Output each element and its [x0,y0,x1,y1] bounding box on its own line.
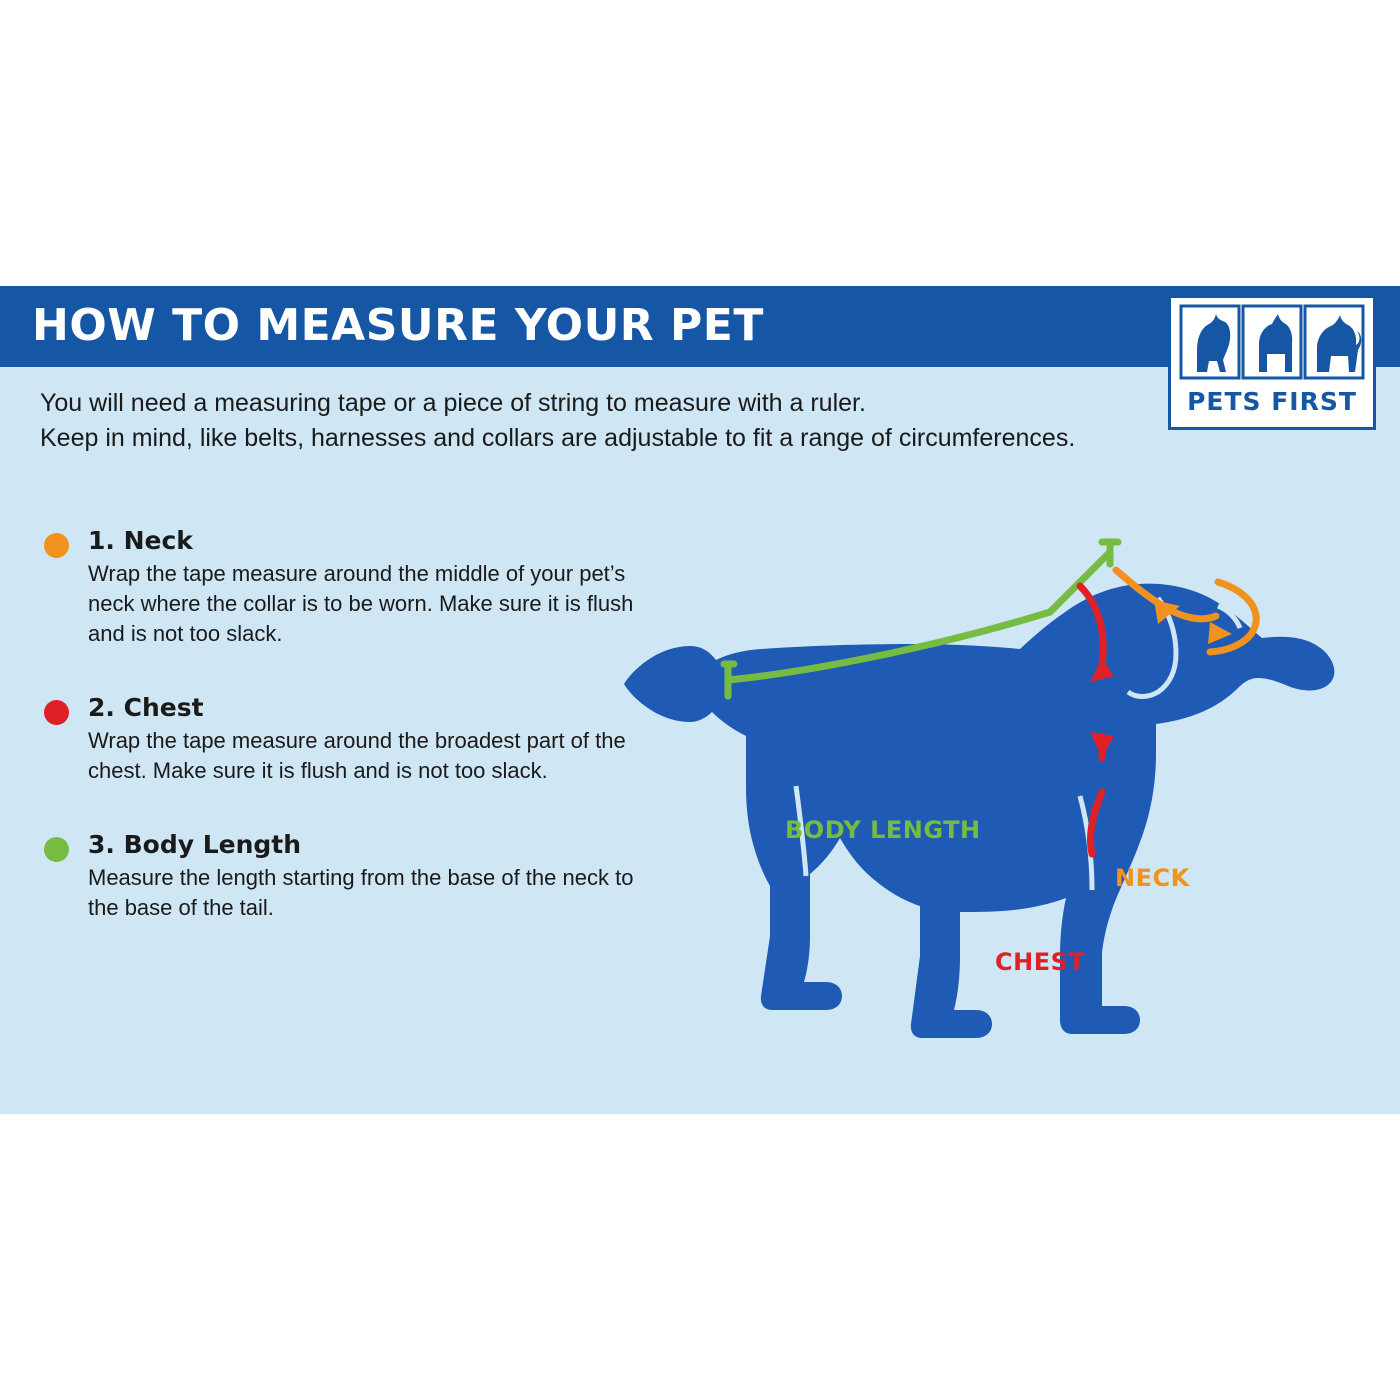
intro-text [40,386,1140,456]
step-body-length-body: Measure the length starting from the base of the neck to the base of the tail. [88,865,634,920]
label-chest: CHEST [995,948,1086,976]
step-chest [40,693,640,786]
step-chest-body: Wrap the tape measure around the broadest part of the chest. Make sure it is flush and is not too slack. [88,728,626,783]
step-chest-title: 2. Chest [88,693,204,722]
page-title: HOW TO MEASURE YOUR PET [32,300,764,351]
bullet-chest-icon [44,700,69,725]
step-body-length [40,830,640,923]
step-neck-body: Wrap the tape measure around the middle of your pet’s neck where the collar is to be worn. Make sure it is flush and is not too slack. [88,561,634,646]
steps-list [40,526,640,967]
label-neck: NECK [1115,864,1190,892]
svg-text:PETS FIRST: PETS FIRST [1187,387,1357,416]
pets-first-logo-graphic [1171,298,1373,427]
intro-line-2: Keep in mind, like belts, harnesses and collars are adjustable to fit a range of circumferences. [40,424,1076,452]
dog-measurement-diagram [610,486,1370,1086]
dog-silhouette-svg [610,486,1370,1086]
bullet-body-length-icon [44,837,69,862]
intro-line-1: You will need a measuring tape or a piece of string to measure with a ruler. [40,389,866,417]
step-neck [40,526,640,649]
infographic-panel [0,286,1400,1114]
step-body-length-title: 3. Body Length [88,830,302,859]
pets-first-logo [1168,295,1376,430]
step-neck-title: 1. Neck [88,526,193,555]
label-body-length: BODY LENGTH [785,816,981,844]
bullet-neck-icon [44,533,69,558]
